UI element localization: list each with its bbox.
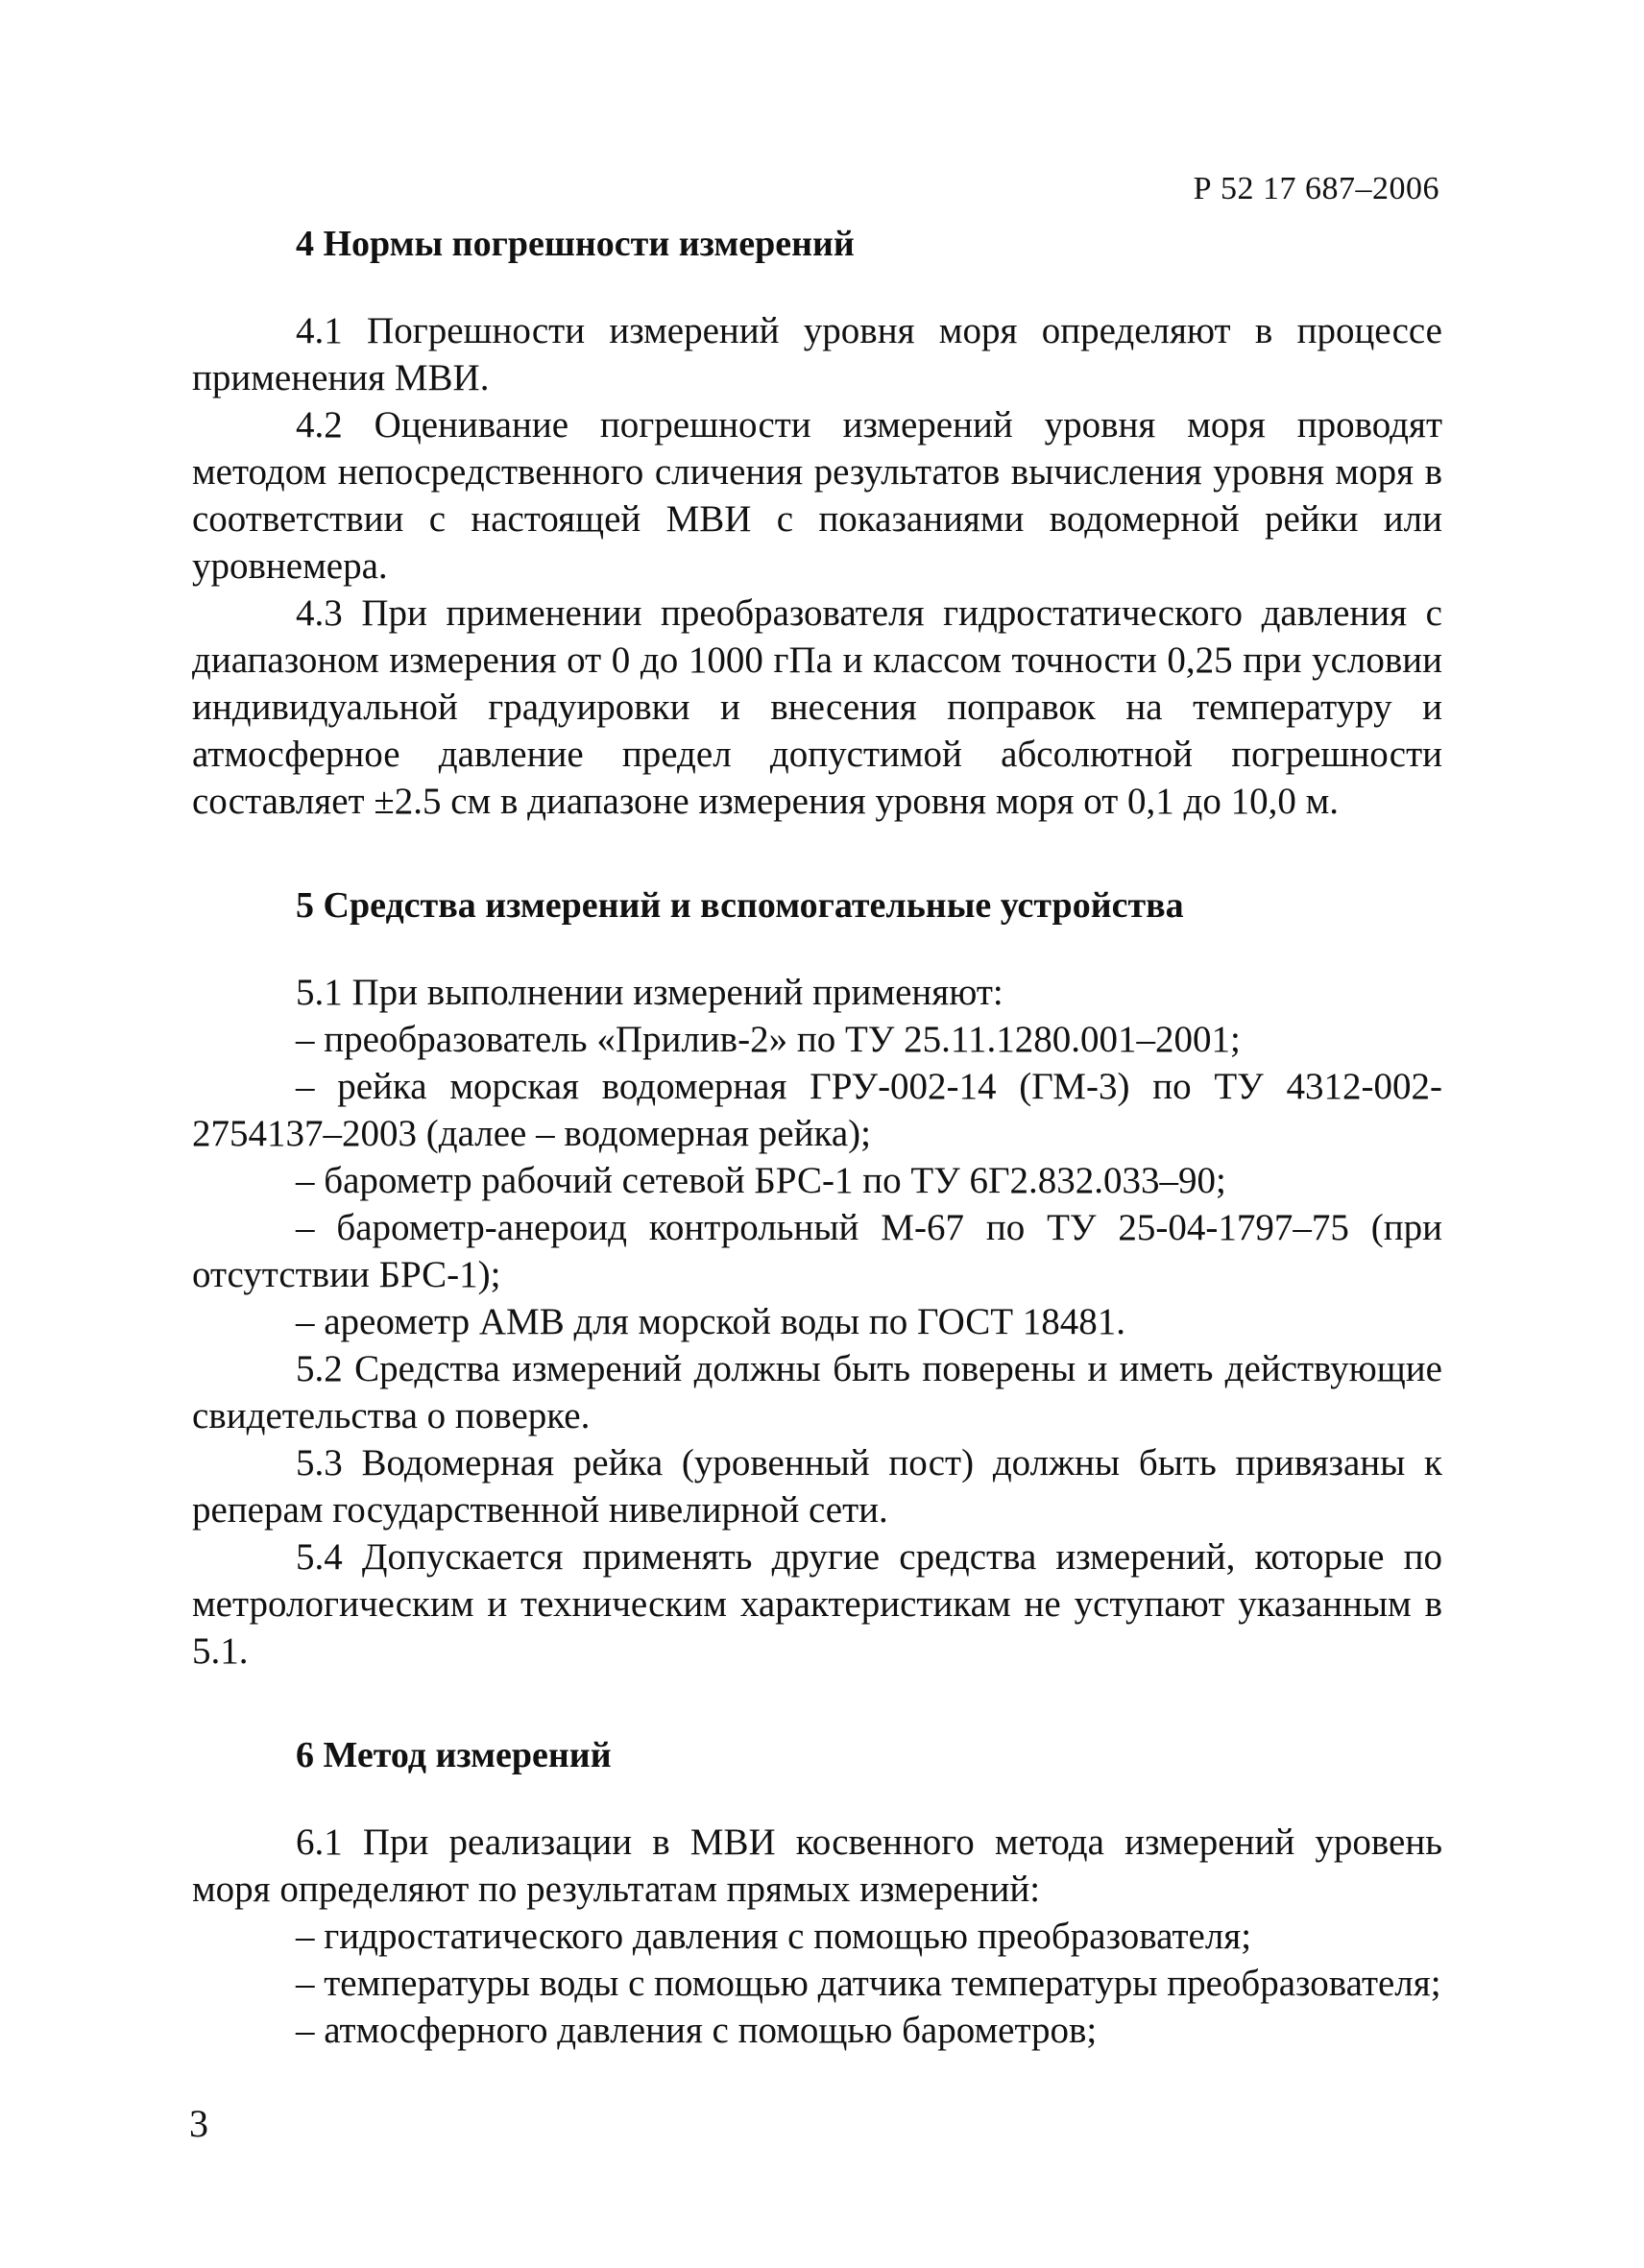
section-5 (192, 882, 1442, 1675)
paragraph: 6.1 При реализации в МВИ косвенного метода измерений уровень моря определяют по результатам прямых измерений: (192, 1822, 1442, 1910)
section-heading: 4 Нормы погрешности измерений (296, 224, 855, 264)
page-number: 3 (189, 2102, 208, 2145)
section-heading: 5 Средства измерений и вспомогательные устройства (296, 885, 1184, 926)
paragraph: 4.2 Оценивание погрешности измерений уровня моря проводят методом непосредственного сличения результатов вычисления уровня моря в соответствии с настоящей МВИ с показаниями водомерной рейки или уровнемера. (192, 404, 1442, 587)
paragraph: 5.2 Средства измерений должны быть поверены и иметь действующие свидетельства о поверке. (192, 1348, 1442, 1436)
paragraph: 5.4 Допускается применять другие средства измерений, которые по метрологическим и техническим характеристикам не уступают указанным в 5.1. (192, 1536, 1442, 1672)
list-item: – рейка морская водомерная ГРУ-002-14 (ГМ-3) по ТУ 4312-002-2754137–2003 (далее – водомерная рейка); (192, 1066, 1442, 1154)
paragraph: 4.3 При применении преобразователя гидростатического давления с диапазоном измерения от 0 до 1000 гПа и классом точности 0,25 при условии индивидуальной градуировки и внесения поправок на температуру и атмосферное давление предел допустимой абсолютной погрешности составляет ±2.5 см в диапазоне измерения уровня моря от 0,1 до 10,0 м. (192, 592, 1442, 822)
section-heading: 6 Метод измерений (296, 1735, 612, 1775)
list-item: – барометр-анероид контрольный М-67 по ТУ 25-04-1797–75 (при отсутствии БРС-1); (192, 1207, 1442, 1295)
list-item: – барометр рабочий сетевой БРС-1 по ТУ 6Г2.832.033–90; (296, 1160, 1226, 1201)
list-item: – преобразователь «Прилив-2» по ТУ 25.11.1280.001–2001; (296, 1019, 1241, 1060)
section-6 (192, 1732, 1442, 2054)
paragraph: 5.3 Водомерная рейка (уровенный пост) должны быть привязаны к реперам государственной нивелирной сети. (192, 1442, 1442, 1531)
list-item: – атмосферного давления с помощью барометров; (296, 2010, 1098, 2051)
document-body (192, 221, 1442, 2054)
paragraph: 5.1 При выполнении измерений применяют: (296, 972, 1003, 1013)
document-code: Р 52 17 687–2006 (1193, 171, 1439, 206)
list-item: – ареометр АМВ для морской воды по ГОСТ 18481. (296, 1301, 1126, 1342)
section-4 (192, 221, 1442, 825)
paragraph: 4.1 Погрешности измерений уровня моря определяют в процессе применения МВИ. (192, 310, 1442, 398)
list-item: – температуры воды с помощью датчика температуры преобразователя; (296, 1963, 1441, 2004)
list-item: – гидростатического давления с помощью преобразователя; (296, 1916, 1252, 1957)
